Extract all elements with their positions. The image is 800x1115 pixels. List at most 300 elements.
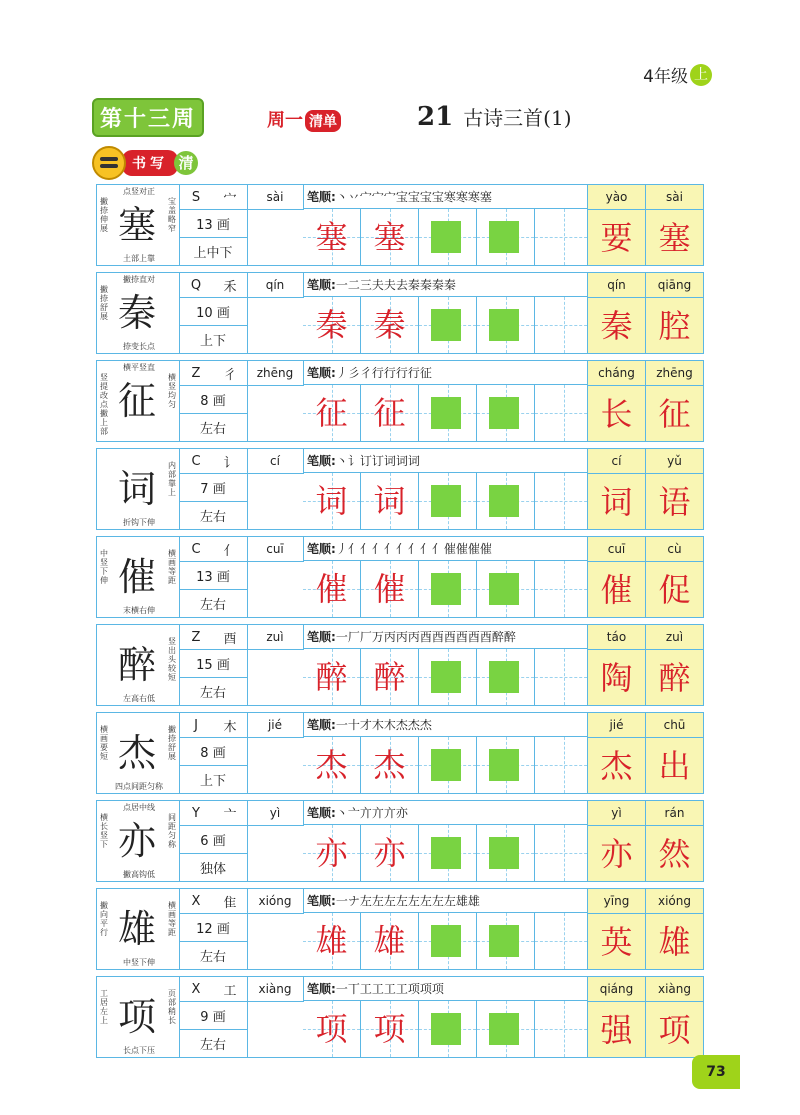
- writing-grid[interactable]: [303, 649, 361, 705]
- stroke-hint-block: [431, 749, 461, 781]
- stroke-sequence: 一丅工工工工项项项: [335, 982, 444, 996]
- stroke-count: 6 画: [179, 826, 247, 854]
- stroke-hint-block: [431, 925, 461, 957]
- radical: 隹: [223, 895, 237, 911]
- note-left: 中竖下伸: [100, 549, 108, 585]
- char-cell: [97, 537, 180, 617]
- char-cell: [97, 713, 180, 793]
- char-cell: [97, 449, 180, 529]
- structure: 独体: [199, 862, 226, 877]
- trace-char: 秦: [373, 306, 406, 344]
- note-top: 点竖对正: [123, 187, 155, 196]
- word-pinyin: cuī: [588, 537, 645, 562]
- stroke-label: 笔顺:: [307, 278, 336, 292]
- stroke-label: 笔顺:: [307, 718, 336, 732]
- word-char: 词: [600, 483, 633, 521]
- lesson-name: 古诗三首(1): [463, 106, 572, 130]
- index-letter: S: [191, 189, 201, 205]
- word-char: 长: [600, 395, 633, 433]
- trace-char: 征: [315, 394, 348, 432]
- stroke-label: 笔顺:: [307, 190, 336, 204]
- trace-char: 词: [373, 482, 406, 520]
- word-char: 要: [600, 219, 633, 257]
- stroke-hint-block: [431, 837, 461, 869]
- stroke-sequence: 一厂厂万丙丙丙酉酉酉酉酉酉醉醉: [335, 630, 516, 644]
- stroke-sequence: 一ナ左左左左左左左左雄雄: [335, 894, 480, 908]
- week-title: 第十三周: [92, 98, 204, 137]
- writing-grid[interactable]: [535, 737, 593, 793]
- word-char: 然: [658, 835, 691, 873]
- writing-grid[interactable]: [419, 1001, 477, 1057]
- note-right: 宝盖略窄: [168, 197, 176, 233]
- word-char: 催: [600, 571, 633, 609]
- writing-grid[interactable]: [303, 825, 361, 881]
- note-bottom: 捺变长点: [123, 342, 155, 351]
- word-pinyin: qiáng: [588, 977, 645, 1002]
- structure: 左右: [199, 950, 226, 965]
- trace-char: 项: [315, 1010, 348, 1048]
- lesson-title: [417, 102, 572, 132]
- index-letter: X: [191, 981, 201, 997]
- word-pinyin: chū: [646, 713, 703, 738]
- word-box: [645, 273, 703, 353]
- stroke-hint-block: [431, 1013, 461, 1045]
- word-pinyin: sài: [646, 185, 703, 210]
- index-letter: X: [191, 893, 201, 909]
- word-box: [645, 185, 703, 265]
- note-left: 撇捺伸展: [100, 197, 108, 233]
- writing-grid[interactable]: [535, 297, 593, 353]
- char-cell: [97, 185, 180, 265]
- word-pinyin: cù: [646, 537, 703, 562]
- word-pinyin: yǔ: [646, 449, 703, 474]
- stroke-hint-block: [489, 925, 519, 957]
- word-box: [645, 537, 703, 617]
- writing-grid[interactable]: [361, 913, 419, 969]
- char-pinyin: zhēng: [247, 361, 304, 386]
- stroke-order: [303, 625, 587, 649]
- writing-grid[interactable]: [361, 209, 419, 265]
- note-left: 竖提改点撇上部: [100, 373, 108, 436]
- char-pinyin: xiàng: [247, 977, 304, 1002]
- stroke-count: 13 画: [179, 562, 247, 590]
- stroke-sequence: 丿亻亻亻亻亻亻亻亻催催催催: [335, 542, 492, 556]
- trace-char: 亦: [315, 834, 348, 872]
- structure: 上下: [199, 334, 226, 349]
- trace-char: 亦: [373, 834, 406, 872]
- stroke-order: [303, 185, 587, 209]
- writing-grid[interactable]: [477, 561, 535, 617]
- stroke-hint-block: [431, 485, 461, 517]
- stroke-order: [303, 977, 587, 1001]
- radical: 彳: [223, 367, 237, 383]
- note-right: 横竖均匀: [168, 373, 176, 409]
- stroke-count: 7 画: [179, 474, 247, 502]
- word-char: 陶: [600, 659, 633, 697]
- stroke-count: 8 画: [179, 738, 247, 766]
- model-char: 亦: [117, 819, 156, 863]
- word-char: 秦: [600, 307, 633, 345]
- stroke-hint-block: [489, 837, 519, 869]
- grade-badge: 上: [690, 64, 712, 86]
- note-right: 撇捺舒展: [168, 725, 176, 761]
- trace-char: 醉: [315, 658, 348, 696]
- stroke-hint-block: [489, 485, 519, 517]
- model-char: 催: [117, 555, 156, 599]
- note-bottom: 四点间距匀称: [115, 782, 163, 791]
- note-right: 横画等距: [168, 549, 176, 585]
- char-pinyin: cí: [247, 449, 304, 474]
- day-title: [267, 106, 341, 132]
- structure: 左右: [199, 598, 226, 613]
- char-pinyin: yì: [247, 801, 304, 826]
- structure: 上中下: [193, 246, 233, 261]
- bee-icon: [92, 146, 126, 180]
- stroke-count: 9 画: [179, 1002, 247, 1030]
- word-pinyin: cí: [588, 449, 645, 474]
- stroke-count: 15 画: [179, 650, 247, 678]
- char-info: [179, 537, 248, 617]
- radical: 讠: [223, 455, 237, 471]
- stroke-count: 10 画: [179, 298, 247, 326]
- stroke-count: 8 画: [179, 386, 247, 414]
- writing-grid[interactable]: [303, 209, 361, 265]
- section-label: 书写: [122, 150, 178, 176]
- writing-grid[interactable]: [361, 825, 419, 881]
- stroke-order: [303, 801, 587, 825]
- char-row: [96, 888, 704, 970]
- index-letter: C: [191, 453, 201, 469]
- stroke-sequence: 丶亠亣亣亣亦: [335, 806, 408, 820]
- trace-char: 催: [373, 570, 406, 608]
- index-letter: Q: [190, 277, 202, 293]
- writing-grid[interactable]: [477, 737, 535, 793]
- char-row: [96, 448, 704, 530]
- writing-grid[interactable]: [361, 1001, 419, 1057]
- page-number: 73: [692, 1055, 740, 1089]
- structure: 左右: [199, 1038, 226, 1053]
- char-info: [179, 977, 248, 1057]
- char-info: [179, 801, 248, 881]
- char-cell: [97, 273, 180, 353]
- word-pinyin: jié: [588, 713, 645, 738]
- stroke-order: [303, 361, 587, 385]
- stroke-hint-block: [489, 573, 519, 605]
- model-char: 项: [117, 995, 156, 1039]
- writing-grid[interactable]: [303, 737, 361, 793]
- structure: 左右: [199, 510, 226, 525]
- stroke-order: [303, 537, 587, 561]
- stroke-hint-block: [489, 1013, 519, 1045]
- trace-char: 杰: [373, 746, 406, 784]
- page-header: [92, 98, 712, 138]
- writing-grid[interactable]: [303, 561, 361, 617]
- stroke-label: 笔顺:: [307, 454, 336, 468]
- word-box: [587, 625, 645, 705]
- note-left: 撇捺舒展: [100, 285, 108, 321]
- word-box: [645, 801, 703, 881]
- writing-grid[interactable]: [477, 385, 535, 441]
- writing-grid[interactable]: [477, 913, 535, 969]
- radical: 宀: [223, 191, 237, 207]
- char-row: [96, 360, 704, 442]
- section-header: [92, 148, 198, 178]
- writing-grid[interactable]: [361, 561, 419, 617]
- stroke-label: 笔顺:: [307, 894, 336, 908]
- writing-grid[interactable]: [303, 385, 361, 441]
- char-pinyin: cuī: [247, 537, 304, 562]
- word-pinyin: zuì: [646, 625, 703, 650]
- writing-grid[interactable]: [419, 209, 477, 265]
- radical: 酉: [223, 631, 237, 647]
- structure: 左右: [199, 686, 226, 701]
- trace-char: 雄: [373, 922, 406, 960]
- stroke-hint-block: [431, 573, 461, 605]
- note-top: 横平竖直: [123, 363, 155, 372]
- word-pinyin: yīng: [588, 889, 645, 914]
- stroke-hint-block: [431, 661, 461, 693]
- writing-grid[interactable]: [535, 649, 593, 705]
- writing-rows: [96, 184, 704, 1064]
- note-bottom: 撇高钩低: [123, 870, 155, 879]
- model-char: 词: [117, 467, 156, 511]
- char-cell: [97, 801, 180, 881]
- day-label: 周一: [267, 110, 303, 131]
- word-box: [587, 537, 645, 617]
- word-char: 英: [600, 923, 633, 961]
- stroke-sequence: 一二三夫夫去秦秦秦秦: [335, 278, 456, 292]
- note-left: 横画要短: [100, 725, 108, 761]
- stroke-hint-block: [489, 221, 519, 253]
- word-char: 项: [658, 1011, 691, 1049]
- char-pinyin: zuì: [247, 625, 304, 650]
- model-char: 醉: [117, 643, 156, 687]
- note-bottom: 左高右低: [123, 694, 155, 703]
- writing-grid[interactable]: [535, 385, 593, 441]
- note-top: 撇捺直对: [123, 275, 155, 284]
- writing-grid[interactable]: [361, 473, 419, 529]
- trace-char: 醉: [373, 658, 406, 696]
- stroke-sequence: 一十才木木杰杰杰: [335, 718, 432, 732]
- writing-grid[interactable]: [477, 473, 535, 529]
- writing-grid[interactable]: [361, 297, 419, 353]
- note-bottom: 折钩下伸: [123, 518, 155, 527]
- writing-grid[interactable]: [535, 913, 593, 969]
- grade-text: 4年级: [643, 67, 688, 87]
- writing-grid[interactable]: [303, 913, 361, 969]
- word-char: 醉: [658, 659, 691, 697]
- char-info: [179, 361, 248, 441]
- note-bottom: 土部上靠: [123, 254, 155, 263]
- model-char: 杰: [117, 731, 156, 775]
- word-box: [587, 273, 645, 353]
- char-info: [179, 273, 248, 353]
- radical: 禾: [223, 279, 237, 295]
- char-cell: [97, 889, 180, 969]
- radical: 亻: [223, 543, 237, 559]
- word-pinyin: xiàng: [646, 977, 703, 1002]
- note-right: 页部稍长: [168, 989, 176, 1025]
- writing-grid[interactable]: [535, 473, 593, 529]
- word-char: 雄: [658, 923, 691, 961]
- char-row: [96, 624, 704, 706]
- writing-grid[interactable]: [303, 473, 361, 529]
- note-right: 竖出头较短: [168, 637, 176, 682]
- char-info: [179, 185, 248, 265]
- day-tag: 清单: [305, 110, 341, 132]
- word-box: [645, 625, 703, 705]
- writing-grid[interactable]: [477, 649, 535, 705]
- model-char: 征: [117, 379, 156, 423]
- word-pinyin: yì: [588, 801, 645, 826]
- char-info: [179, 625, 248, 705]
- word-pinyin: xióng: [646, 889, 703, 914]
- char-cell: [97, 625, 180, 705]
- trace-char: 塞: [373, 218, 406, 256]
- writing-grid[interactable]: [361, 385, 419, 441]
- word-box: [587, 977, 645, 1057]
- note-right: 内部靠上: [168, 461, 176, 497]
- writing-grid[interactable]: [419, 913, 477, 969]
- index-letter: J: [194, 717, 198, 733]
- word-box: [587, 361, 645, 441]
- note-bottom: 末横右伸: [123, 606, 155, 615]
- writing-grid[interactable]: [535, 1001, 593, 1057]
- word-char: 语: [658, 483, 691, 521]
- note-left: 撇向平行: [100, 901, 108, 937]
- char-info: [179, 889, 248, 969]
- char-row: [96, 712, 704, 794]
- trace-char: 词: [315, 482, 348, 520]
- writing-grid[interactable]: [419, 737, 477, 793]
- char-cell: [97, 361, 180, 441]
- word-char: 杰: [600, 747, 633, 785]
- stroke-hint-block: [489, 309, 519, 341]
- stroke-label: 笔顺:: [307, 982, 336, 996]
- char-row: [96, 184, 704, 266]
- word-box: [645, 449, 703, 529]
- trace-char: 塞: [315, 218, 348, 256]
- stroke-count: 13 画: [179, 210, 247, 238]
- word-box: [645, 361, 703, 441]
- word-box: [587, 801, 645, 881]
- stroke-hint-block: [489, 397, 519, 429]
- writing-grid[interactable]: [419, 473, 477, 529]
- char-info: [179, 449, 248, 529]
- stroke-label: 笔顺:: [307, 806, 336, 820]
- writing-grid[interactable]: [535, 825, 593, 881]
- char-row: [96, 272, 704, 354]
- writing-grid[interactable]: [303, 297, 361, 353]
- radical: 木: [223, 719, 237, 735]
- writing-grid[interactable]: [477, 209, 535, 265]
- note-left: 横长竖下: [100, 813, 108, 849]
- writing-grid[interactable]: [419, 561, 477, 617]
- writing-grid[interactable]: [419, 825, 477, 881]
- char-pinyin: jié: [247, 713, 304, 738]
- char-row: [96, 976, 704, 1058]
- char-pinyin: qín: [247, 273, 304, 298]
- model-char: 塞: [117, 203, 156, 247]
- writing-grid[interactable]: [535, 209, 593, 265]
- word-box: [587, 449, 645, 529]
- index-letter: Z: [191, 365, 201, 381]
- word-pinyin: cháng: [588, 361, 645, 386]
- word-char: 强: [600, 1011, 633, 1049]
- stroke-order: [303, 713, 587, 737]
- word-char: 亦: [600, 835, 633, 873]
- stroke-hint-block: [431, 309, 461, 341]
- index-letter: C: [191, 541, 201, 557]
- trace-char: 征: [373, 394, 406, 432]
- word-box: [645, 977, 703, 1057]
- trace-char: 雄: [315, 922, 348, 960]
- writing-grid[interactable]: [419, 385, 477, 441]
- word-char: 促: [658, 571, 691, 609]
- writing-grid[interactable]: [477, 297, 535, 353]
- note-bottom: 长点下压: [123, 1046, 155, 1055]
- note-right: 间距匀称: [168, 813, 176, 849]
- stroke-order: [303, 449, 587, 473]
- word-pinyin: qín: [588, 273, 645, 298]
- stroke-count: 12 画: [179, 914, 247, 942]
- lesson-number: 21: [417, 102, 454, 132]
- writing-grid[interactable]: [361, 649, 419, 705]
- writing-grid[interactable]: [477, 825, 535, 881]
- word-char: 腔: [658, 307, 691, 345]
- word-pinyin: qiāng: [646, 273, 703, 298]
- note-bottom: 中竖下伸: [123, 958, 155, 967]
- word-box: [645, 713, 703, 793]
- radical: 工: [223, 983, 237, 999]
- grade-label: [643, 62, 712, 87]
- note-left: 工居左上: [100, 989, 108, 1025]
- writing-grid[interactable]: [303, 1001, 361, 1057]
- writing-grid[interactable]: [535, 561, 593, 617]
- word-box: [645, 889, 703, 969]
- stroke-order: [303, 273, 587, 297]
- word-pinyin: zhēng: [646, 361, 703, 386]
- model-char: 雄: [117, 907, 156, 951]
- stroke-order: [303, 889, 587, 913]
- word-box: [587, 713, 645, 793]
- trace-char: 秦: [315, 306, 348, 344]
- writing-grid[interactable]: [419, 297, 477, 353]
- writing-grid[interactable]: [361, 737, 419, 793]
- stroke-sequence: 丿彡彳行行行行征: [335, 366, 432, 380]
- char-pinyin: xióng: [247, 889, 304, 914]
- trace-char: 催: [315, 570, 348, 608]
- writing-grid[interactable]: [477, 1001, 535, 1057]
- char-row: [96, 800, 704, 882]
- trace-char: 杰: [315, 746, 348, 784]
- char-row: [96, 536, 704, 618]
- stroke-sequence: 丶丷宀宀宀宝宝宝宝寒寒寒塞: [335, 190, 492, 204]
- writing-grid[interactable]: [419, 649, 477, 705]
- word-char: 塞: [658, 219, 691, 257]
- word-box: [587, 889, 645, 969]
- word-char: 出: [658, 747, 691, 785]
- model-char: 秦: [117, 291, 156, 335]
- structure: 左右: [199, 422, 226, 437]
- stroke-sequence: 丶讠订订词词词: [335, 454, 420, 468]
- word-pinyin: yào: [588, 185, 645, 210]
- trace-char: 项: [373, 1010, 406, 1048]
- stroke-hint-block: [489, 749, 519, 781]
- section-tag: 清: [174, 151, 198, 175]
- stroke-hint-block: [489, 661, 519, 693]
- stroke-label: 笔顺:: [307, 542, 336, 556]
